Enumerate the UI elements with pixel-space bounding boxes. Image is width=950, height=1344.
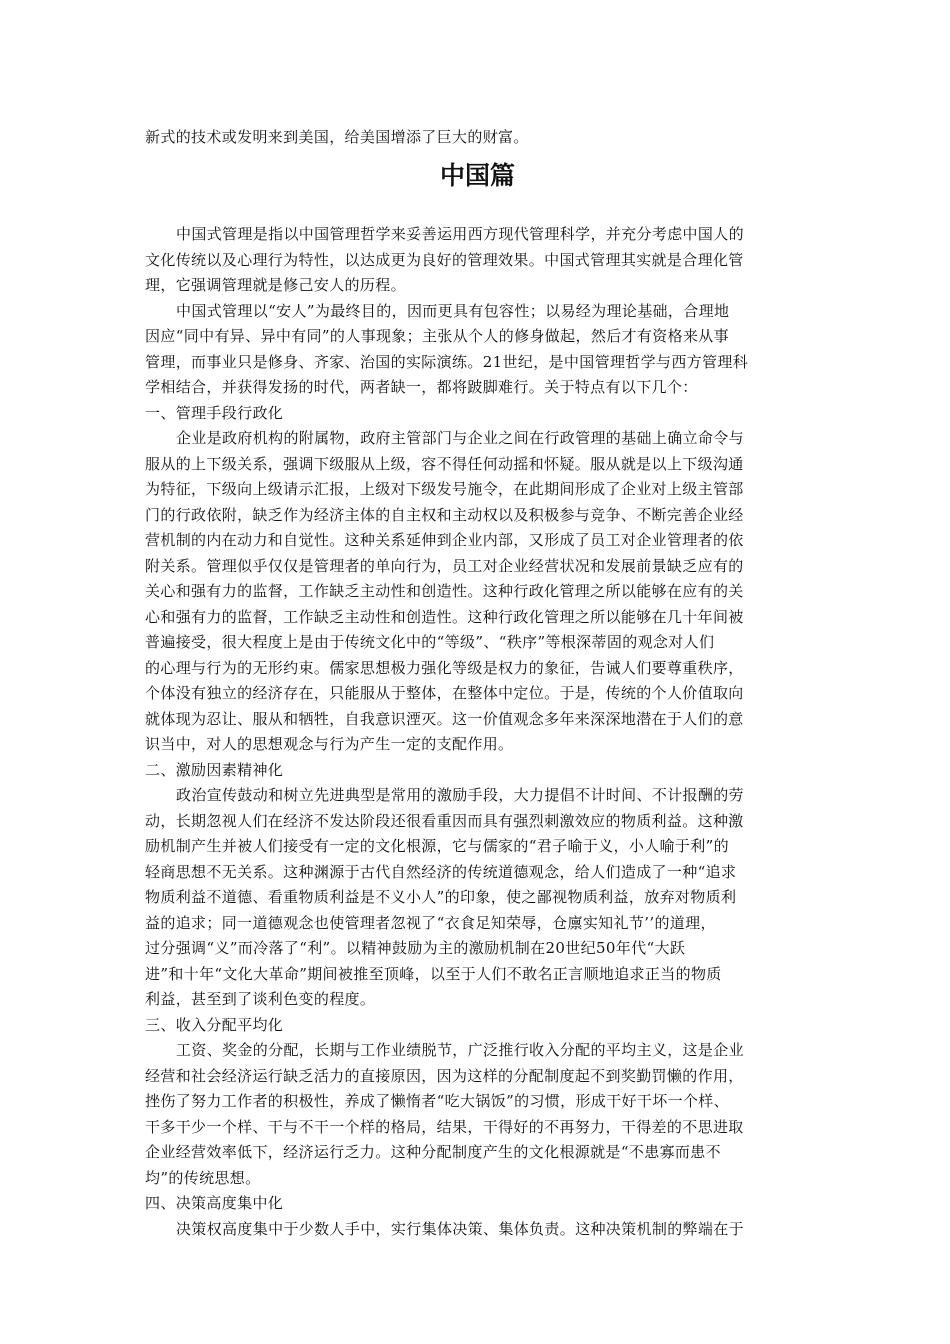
paragraph-line: 就体现为忍让、服从和牺牲，自我意识湮灭。这一价值观念多年来深深地潜在于人们的意 xyxy=(145,709,744,728)
paragraph-line: 管理，而事业只是修身、齐家、治国的实际演练。21世纪，是中国管理哲学与西方管理科 xyxy=(145,352,749,371)
paragraph-line: 励机制产生并被人们接受有一定的文化根源，它与儒家的“君子喻于义，小人喻于利”的 xyxy=(145,837,729,855)
paragraph-line: 为特征，下级向上级请示汇报，上级对下级发号施令，在此期间形成了企业对上级主管部 xyxy=(145,480,744,498)
document-body xyxy=(145,222,810,1242)
paragraph-line: 学相结合，并获得发扬的时代，两者缺一，都将跛脚难行。关于特点有以下几个： xyxy=(145,378,698,396)
paragraph-line: 因应“同中有异、异中有同”的人事现象；主张从个人的修身做起，然后才有资格来从事 xyxy=(145,327,729,345)
paragraph-line: 服从的上下级关系，强调下级服从上级，容不得任何动摇和怀疑。服从就是以上下级沟通 xyxy=(145,454,744,473)
paragraph-line: 企业经营效率低下，经济运行乏力。这种分配制度产生的文化根源就是“不患寡而患不 xyxy=(145,1143,721,1161)
paragraph-line: 文化传统以及心理行为特性，以达成更为良好的管理效果。中国式管理其实就是合理化管 xyxy=(145,250,744,269)
continuation-line: 新式的技术或发明来到美国，给美国增添了巨大的财富。 xyxy=(145,128,529,146)
paragraph-line: 轻商思想不无关系。这种渊源于古代自然经济的传统道德观念，给人们造成了一种“追求 xyxy=(145,862,737,881)
paragraph-line: 中国式管理以“安人”为最终目的，因而更具有包容性；以易经为理论基础，合理地 xyxy=(176,301,730,320)
section-heading xyxy=(145,401,810,427)
paragraph-line: 附关系。管理似乎仅仅是管理者的单向行为，员工对企业经营状况和发展前景缺乏应有的 xyxy=(145,556,744,575)
paragraph xyxy=(145,1038,810,1191)
paragraph-line: 干多干少一个样、干与不干一个样的格局，结果，干得好的不再努力，干得差的不思进取 xyxy=(145,1117,744,1136)
paragraph-line: 的心理与行为的无形约束。儒家思想极力强化等级是权力的象征，告诫人们要尊重秩序， xyxy=(145,658,744,677)
paragraph-line: 动，长期忽视人们在经济不发达阶段还很看重因而具有强烈刺激效应的物质利益。这种激 xyxy=(145,811,744,830)
heading-text: 四、决策高度集中化 xyxy=(145,1194,284,1212)
section-heading xyxy=(145,758,810,784)
section-heading xyxy=(145,1191,810,1217)
paragraph-line: 利益，甚至到了谈利色变的程度。 xyxy=(145,990,376,1008)
paragraph-line: 益的追求；同一道德观念也使管理者忽视了“衣食足知荣辱，仓廪实知礼节’’的道理， xyxy=(145,913,716,932)
paragraph-line: 均”的传统思想。 xyxy=(145,1168,261,1187)
paragraph xyxy=(145,426,810,758)
paragraph-line: 识当中，对人的思想观念与行为产生一定的支配作用。 xyxy=(145,735,514,753)
section-heading xyxy=(145,1013,810,1039)
paragraph-line: 进”和十年“文化大革命”期间被推至顶峰，以至于人们不敢名正言顺地追求正当的物质 xyxy=(145,964,722,983)
heading-text: 三、收入分配平均化 xyxy=(145,1015,284,1034)
paragraph xyxy=(145,783,810,1013)
paragraph-line: 挫伤了努力工作者的积极性，养成了懒惰者“吃大锅饭”的习惯，形成干好干坏一个样、 xyxy=(145,1092,729,1110)
paragraph-line: 心和强有力的监督，工作缺乏主动性和创造性。这种行政化管理之所以能够在几十年间被 xyxy=(145,607,744,626)
paragraph-line: 中国式管理是指以中国管理哲学来妥善运用西方现代管理科学，并充分考虑中国人的 xyxy=(176,225,744,243)
paragraph-line: 门的行政依附，缺乏作为经济主体的自主权和主动权以及积极参与竞争、不断完善企业经 xyxy=(145,505,744,524)
paragraph-line: 过分强调“义”而冷落了“利”。以精神鼓励为主的激励机制在20世纪50年代“大跃 xyxy=(145,939,686,957)
paragraph xyxy=(145,1217,810,1243)
paragraph xyxy=(145,299,810,401)
paragraph-line: 普遍接受，很大程度上是由于传统文化中的“等级”、“秩序”等根深蒂固的观念对人们 xyxy=(145,633,715,651)
paragraph xyxy=(145,222,810,299)
paragraph-line: 企业是政府机构的附属物，政府主管部门与企业之间在行政管理的基础上确立命令与 xyxy=(176,429,744,447)
paragraph-line: 关心和强有力的监督，工作缺乏主动性和创造性。这种行政化管理之所以能够在应有的关 xyxy=(145,582,744,600)
paragraph-line: 个体没有独立的经济存在，只能服从于整体，在整体中定位。于是，传统的个人价值取向 xyxy=(145,684,744,702)
paragraph-line: 营机制的内在动力和自觉性。这种关系延伸到企业内部，又形成了员工对企业管理者的依 xyxy=(145,531,744,549)
paragraph-line: 理，它强调管理就是修己安人的历程。 xyxy=(145,276,406,294)
paragraph-line: 政治宣传鼓动和树立先进典型是常用的激励手段，大力提倡不计时间、不计报酬的劳 xyxy=(176,786,744,804)
paragraph-line: 物质利益不道德、看重物质利益是不义小人”的印象，使之鄙视物质利益，放弃对物质利 xyxy=(145,888,737,906)
heading-text: 一、管理手段行政化 xyxy=(145,403,284,422)
paragraph-line: 工资、奖金的分配，长期与工作业绩脱节，广泛推行收入分配的平均主义，这是企业 xyxy=(176,1041,744,1059)
section-title: 中国篇 xyxy=(439,161,515,190)
paragraph-line: 决策权高度集中于少数人手中，实行集体决策、集体负责。这种决策机制的弊端在于 xyxy=(176,1219,744,1238)
heading-text: 二、激励因素精神化 xyxy=(145,760,284,779)
paragraph-line: 经营和社会经济运行缺乏活力的直接原因，因为这样的分配制度起不到奖勤罚懒的作用， xyxy=(145,1066,744,1085)
